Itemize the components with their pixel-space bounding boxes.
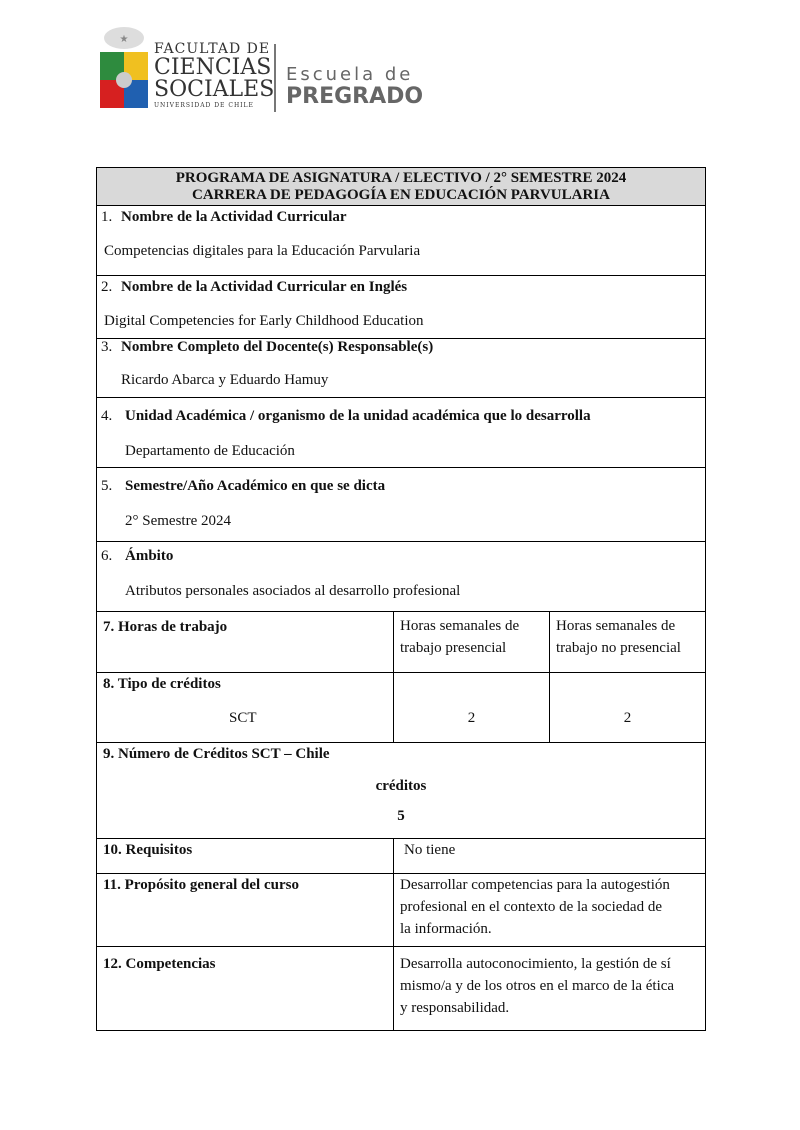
section-title: 8. Tipo de créditos (103, 676, 221, 692)
section-title: 12. Competencias (103, 956, 216, 972)
column-header: Horas semanales de (400, 618, 520, 634)
text-line: y responsabilidad. (400, 1000, 510, 1016)
section-title: Nombre de la Actividad Curricular en Inglés (121, 279, 408, 295)
section-title: 11. Propósito general del curso (103, 877, 299, 893)
section-value: Digital Competencies for Early Childhood Education (104, 313, 424, 329)
section-value: Ricardo Abarca y Eduardo Hamuy (121, 372, 329, 388)
logo-line: UNIVERSIDAD DE CHILE (154, 102, 254, 109)
school-name: PREGRADO (286, 84, 424, 109)
column-header: trabajo presencial (400, 640, 507, 656)
section-number: 6. (101, 548, 113, 564)
section-value: Atributos personales asociados al desarrollo profesional (125, 583, 461, 599)
section-value: 2° Semestre 2024 (125, 513, 231, 529)
section-number: 3. (101, 339, 113, 355)
requisitos-value-cell (393, 838, 706, 874)
hours-title-cell (96, 611, 394, 673)
hours-value: 2 (623, 710, 632, 726)
credits-no-presencial-cell (549, 672, 706, 743)
section-title: 9. Número de Créditos SCT – Chile (103, 746, 330, 762)
section-title: Semestre/Año Académico en que se dicta (125, 478, 386, 494)
section-title: Nombre de la Actividad Curricular (121, 209, 347, 225)
section-value: Competencias digitales para la Educación Parvularia (104, 243, 421, 259)
proposito-title-cell (96, 873, 394, 947)
credits-label: créditos (375, 778, 427, 794)
section-4 (96, 397, 706, 468)
section-number: 5. (101, 478, 113, 494)
header-line: CARRERA DE PEDAGOGÍA EN EDUCACIÓN PARVULARIA (192, 187, 610, 203)
column-header: Horas semanales de (556, 618, 676, 634)
section-title: Unidad Académica / organismo de la unidad académica que lo desarrolla (125, 408, 591, 424)
faculty-logo (96, 24, 426, 114)
section-value: No tiene (404, 842, 456, 858)
requisitos-title-cell (96, 838, 394, 874)
credits-presencial-cell (393, 672, 550, 743)
section-title: Ámbito (125, 548, 174, 564)
credits-number-cell (96, 742, 706, 839)
section-number: 4. (101, 408, 113, 424)
text-line: la información. (400, 921, 492, 937)
hours-value: 2 (467, 710, 476, 726)
credits-type-value: SCT (229, 710, 257, 726)
section-value: Departamento de Educación (125, 443, 295, 459)
hours-presencial-header (393, 611, 550, 673)
section-2 (96, 275, 706, 339)
text-line: Desarrolla autoconocimiento, la gestión de sí (400, 956, 671, 972)
section-title: 7. Horas de trabajo (103, 619, 228, 635)
credits-value: 5 (397, 808, 405, 824)
table-header (96, 167, 706, 206)
school-label: Escuela de (286, 64, 414, 85)
hours-no-presencial-header (549, 611, 706, 673)
section-1 (96, 205, 706, 276)
competencias-title-cell (96, 946, 394, 1031)
logo-divider (274, 44, 276, 112)
section-number: 1. (101, 209, 113, 225)
section-number: 2. (101, 279, 113, 295)
section-3 (96, 338, 706, 398)
section-6 (96, 541, 706, 612)
university-crest-icon (98, 24, 150, 112)
section-5 (96, 467, 706, 542)
section-title: Nombre Completo del Docente(s) Responsable(s) (121, 339, 434, 355)
logo-line: SOCIALES (154, 77, 275, 102)
logo-line: CIENCIAS (154, 55, 272, 80)
text-line: mismo/a y de los otros en el marco de la ética (400, 978, 675, 994)
section-title: 10. Requisitos (103, 842, 193, 858)
logo-line: FACULTAD DE (154, 41, 271, 57)
proposito-value-cell (393, 873, 706, 947)
svg-text:★: ★ (119, 34, 129, 45)
text-line: Desarrollar competencias para la autogestión (400, 877, 670, 893)
credits-type-cell (96, 672, 394, 743)
column-header: trabajo no presencial (556, 640, 681, 656)
competencias-value-cell (393, 946, 706, 1031)
text-line: profesional en el contexto de la sociedad de (400, 899, 662, 915)
header-line: PROGRAMA DE ASIGNATURA / ELECTIVO / 2° SEMESTRE 2024 (175, 170, 627, 186)
